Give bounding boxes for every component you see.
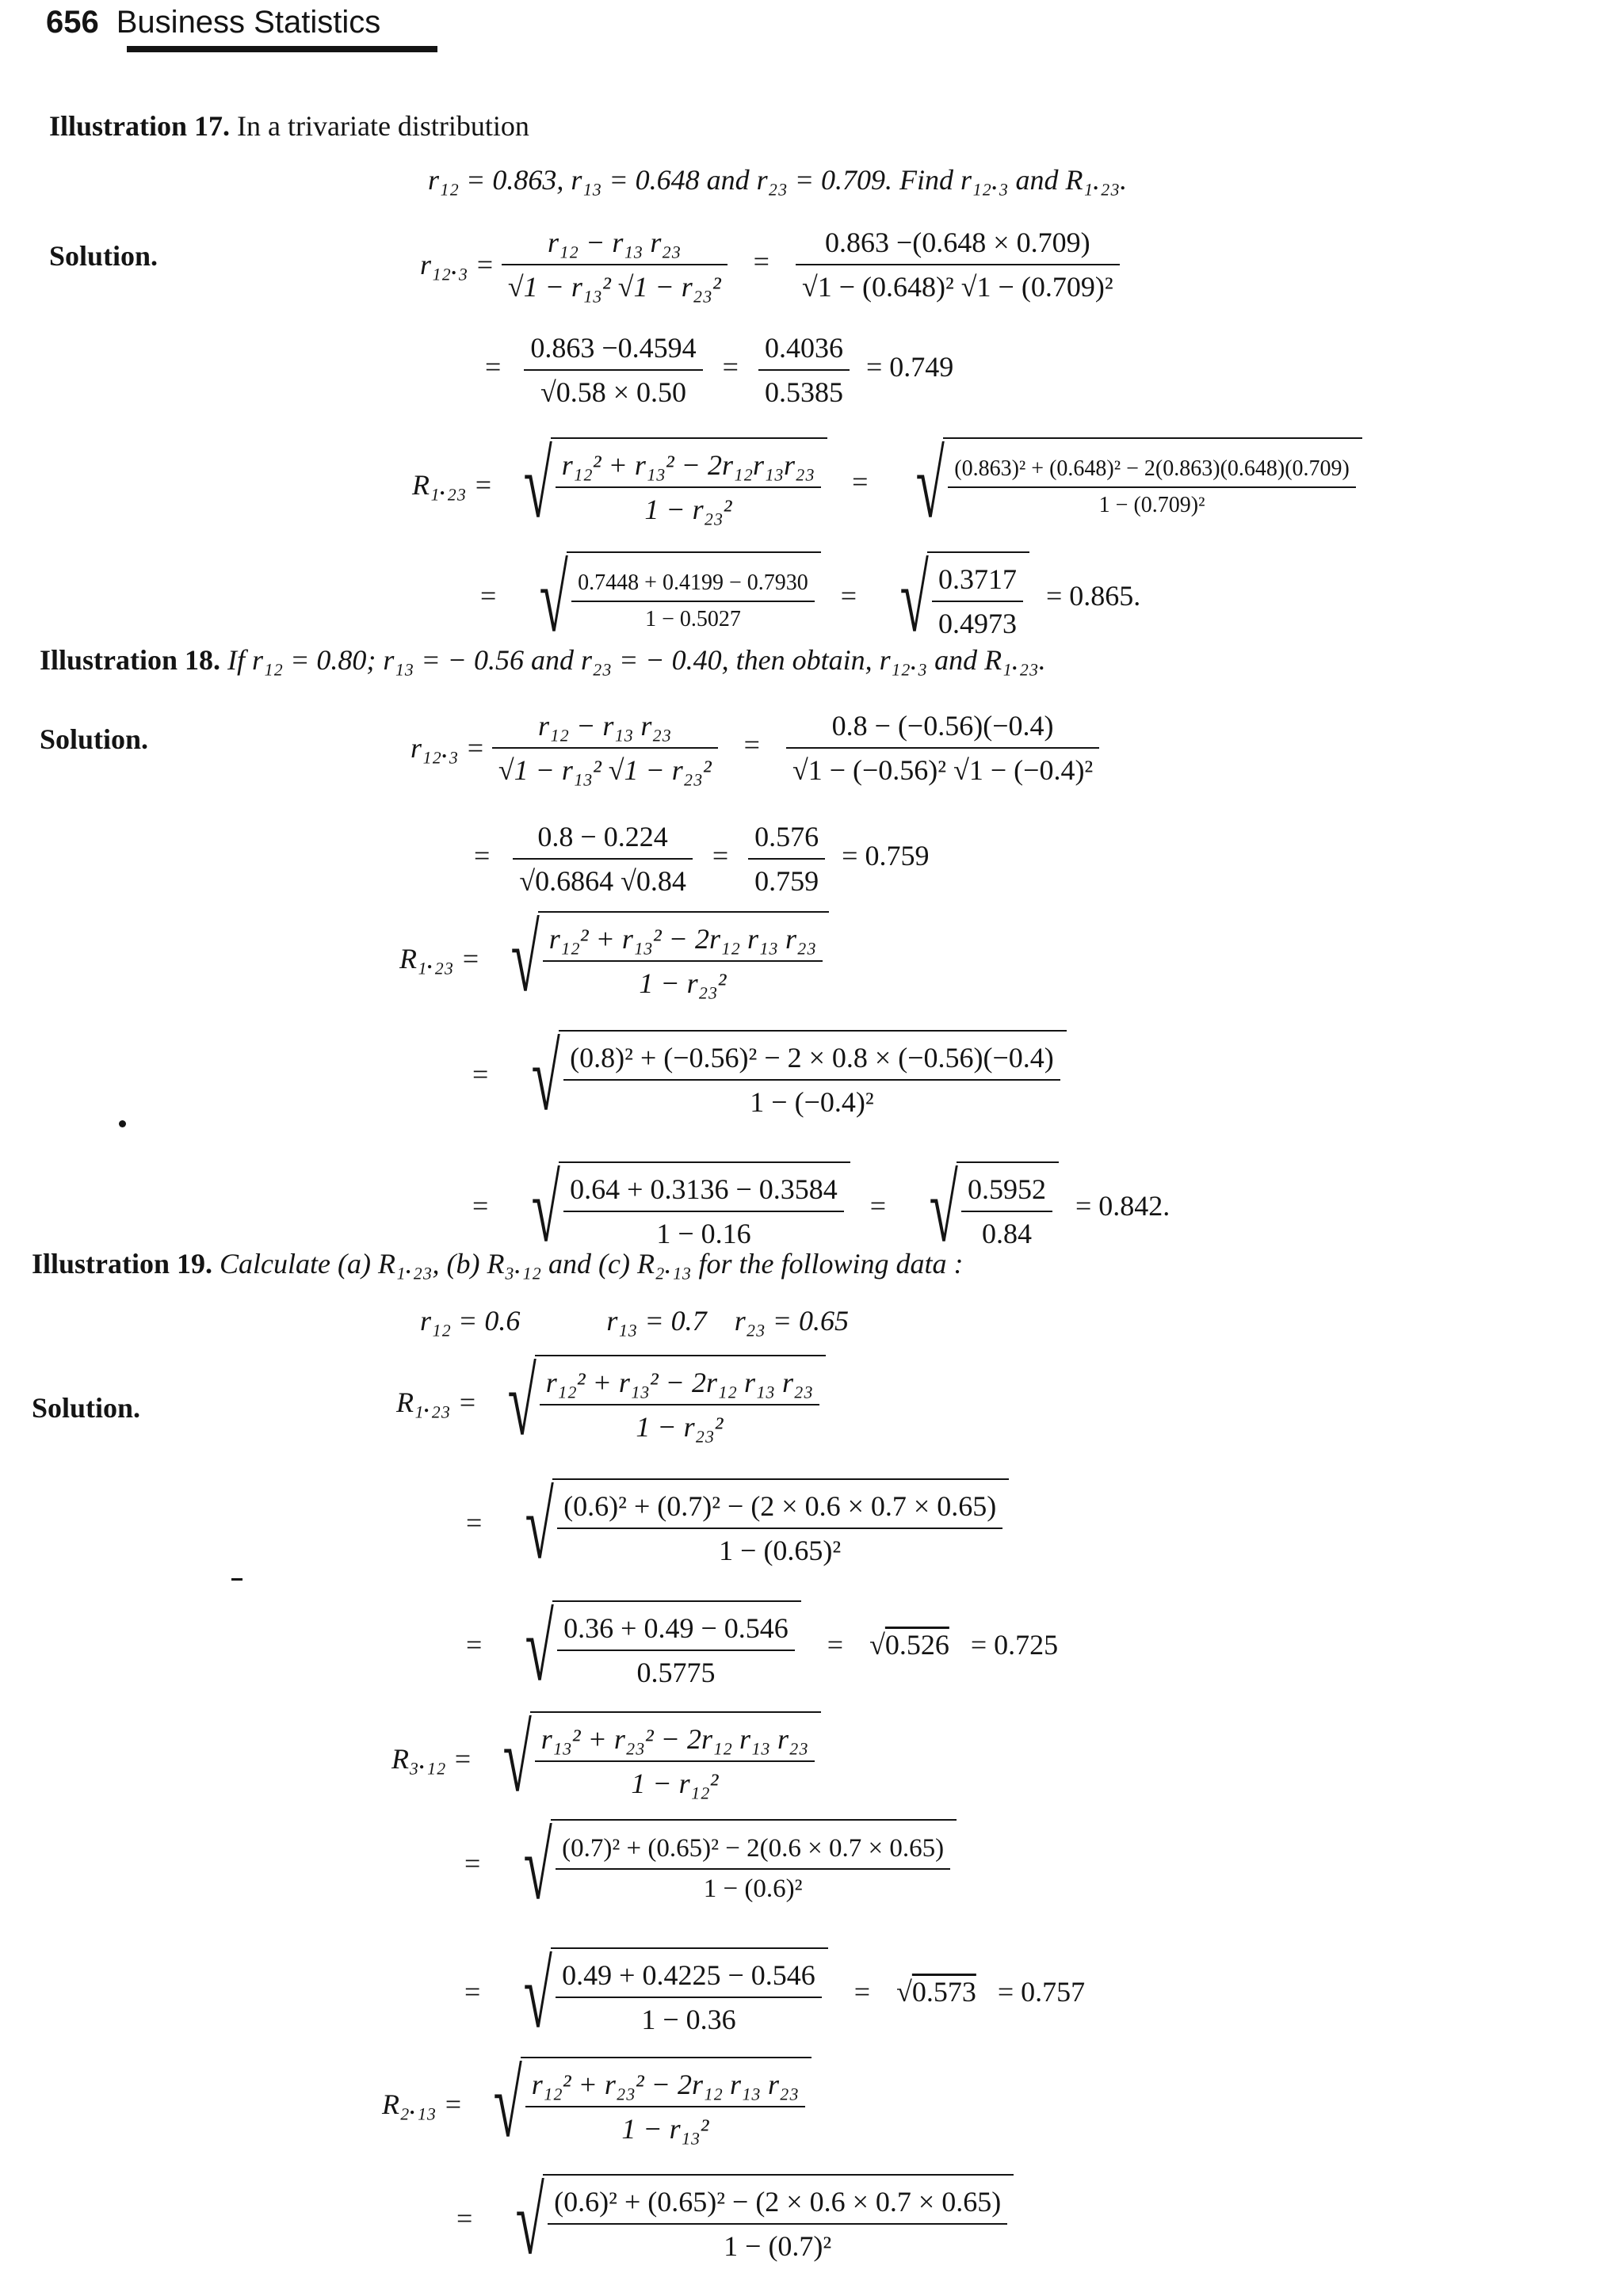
ill17-R123-step: [571, 570, 815, 632]
ill17-R123-formula: [412, 432, 1362, 537]
ill19-R213-fraction: [525, 2068, 805, 2145]
ill17-R123-steps: [480, 546, 1141, 651]
ill18-r123-reduced: [748, 820, 825, 898]
ill19-R312-sub-numerator: (0.7)² + (0.65)² − 2(0.6 × 0.7 × 0.65): [562, 1834, 945, 1863]
ill19-R213-sub-denominator: 1 − (0.7)²: [548, 2223, 1007, 2263]
illustration-19-solution-label: Solution.: [32, 1392, 141, 1424]
ill17-equals: =: [753, 246, 769, 278]
illustration-19-heading: [32, 1247, 964, 1280]
ill19-R123-substituted-line: [466, 1473, 1009, 1578]
ill18-equals: =: [472, 1190, 489, 1222]
ill19-R312-numerator: r₁₃² + r₂₃² − 2r₁₂ r₁₃ r₂₃: [540, 1723, 809, 1755]
ill18-R123-reduced-root: [906, 1156, 1059, 1261]
ill19-R123-sub-root: [502, 1473, 1009, 1578]
root-sign: √: [929, 1156, 958, 1261]
ill19-R312-root: [479, 1706, 821, 1811]
ill18-r123-steps: [474, 820, 929, 898]
ill19-R123-root: [484, 1349, 826, 1455]
ill19-R213-denominator: 1 − r₁₃²: [525, 2106, 805, 2145]
ill18-r123-fraction: [492, 709, 718, 787]
ill18-R123-substituted-line: [472, 1024, 1067, 1130]
ill17-r123-step-denominator: √0.58 × 0.50: [524, 369, 702, 409]
ill19-R312-step-root: [500, 1942, 827, 2047]
ill18-R123-substituted: [563, 1041, 1060, 1119]
ill18-R123-fraction: [543, 922, 823, 1000]
ill19-R312-result: = 0.757: [997, 1976, 1086, 2008]
ill17-R123-result: = 0.865.: [1045, 580, 1141, 612]
illustration-17-given: r₁₂ = 0.863, r₁₃ = 0.648 and r₂₃ = 0.709. Find r₁₂.₃ and R₁.₂₃.: [428, 164, 1128, 196]
ill19-R312-substituted: [556, 1834, 950, 1904]
ill18-R123-step: [563, 1173, 844, 1250]
ill19-equals: =: [827, 1629, 844, 1661]
ill17-r123-steps: [485, 331, 953, 409]
ill19-R312-lhs: R₃.₁₂ =: [391, 1743, 472, 1775]
root-sign: √: [896, 1976, 912, 2008]
ill18-R123-step-numerator: 0.64 + 0.3136 − 0.3584: [570, 1173, 838, 1205]
ill19-R123-sub-numerator: (0.6)² + (0.7)² − (2 × 0.6 × 0.7 × 0.65): [563, 1490, 997, 1522]
ill17-equals: =: [840, 580, 857, 612]
ill17-R123-sub-numerator: (0.863)² + (0.648)² − 2(0.863)(0.648)(0.709): [954, 456, 1350, 481]
ill19-R312-formula: [391, 1706, 821, 1811]
ill18-r123-reduced-numerator: 0.576: [754, 821, 819, 852]
ill19-R213-sub-numerator: (0.6)² + (0.65)² − (2 × 0.6 × 0.7 × 0.65): [554, 2186, 1002, 2218]
ill17-equals: =: [852, 466, 869, 498]
root-sign: √: [899, 546, 929, 651]
root-sign: √: [531, 1156, 561, 1261]
ill17-R123-numerator: r₁₂² + r₁₃² − 2r₁₂r₁₃r₂₃: [561, 449, 815, 481]
root-sign: √: [502, 1706, 532, 1811]
ill17-equals: =: [485, 351, 502, 383]
ill19-R213-substituted: [548, 2185, 1007, 2263]
ill17-R123-lhs: R₁.₂₃ =: [412, 469, 493, 501]
stray-mark: [231, 1578, 242, 1581]
ill17-R123-sub-root: [892, 432, 1361, 537]
ill17-r123-result: = 0.749: [865, 351, 954, 383]
ill18-r123-step-denominator: √0.6864 √0.84: [513, 858, 693, 898]
ill19-R123-denominator: 1 − r₂₃²: [540, 1404, 819, 1444]
ill19-given-values: [420, 1304, 849, 1337]
ill18-R123-sub-root: [508, 1024, 1066, 1130]
ill19-R312-sqrt-value: [896, 1975, 976, 2008]
ill18-r123-substituted: [786, 709, 1099, 787]
ill19-R312-fraction: [535, 1722, 815, 1800]
root-sign: √: [531, 1024, 561, 1130]
illustration-17-intro: In a trivariate distribution: [237, 110, 529, 142]
ill17-r123-substituted: [796, 226, 1120, 303]
page-header: [46, 5, 380, 40]
ill18-r123-sub-numerator: 0.8 − (−0.56)(−0.4): [831, 710, 1054, 742]
ill17-r123-denominator: √1 − r₁₃² √1 − r₂₃²: [502, 264, 727, 303]
root-sign: √: [869, 1629, 885, 1661]
illustration-17-heading: [49, 109, 529, 143]
ill19-R213-lhs: R₂.₁₃ =: [382, 2088, 463, 2120]
ill17-r123-step: [524, 331, 702, 409]
ill19-R213-sub-root: [492, 2168, 1014, 2274]
ill17-r123-reduced-denominator: 0.5385: [758, 369, 850, 409]
ill18-R123-reduced: [961, 1173, 1052, 1250]
ill19-R312-step: [556, 1958, 822, 2036]
ill19-R123-step-numerator: 0.36 + 0.49 − 0.546: [563, 1612, 789, 1644]
ill17-R123-reduced-denominator: 0.4973: [932, 601, 1023, 640]
header-rule: [127, 46, 437, 52]
ill17-R123-reduced-numerator: 0.3717: [938, 563, 1017, 595]
ill18-r123-step: [513, 820, 693, 898]
illustration-18-label: Illustration 18.: [40, 644, 221, 676]
ill18-R123-numerator: r₁₂² + r₁₃² − 2r₁₂ r₁₃ r₂₃: [548, 923, 817, 955]
ill18-equals: =: [743, 729, 760, 761]
ill18-r123-lhs: r₁₂.₃ =: [411, 732, 485, 764]
ill17-R123-step-denominator: 1 − 0.5027: [571, 601, 815, 632]
ill17-r123-sub-numerator: 0.863 −(0.648 × 0.709): [824, 227, 1090, 258]
ill19-R312-step-numerator: 0.49 + 0.4225 − 0.546: [562, 1959, 815, 1991]
ill19-R213-root: [470, 2051, 812, 2157]
ill18-equals: =: [472, 1058, 489, 1091]
ill19-given-r12: r₁₂ = 0.6: [420, 1305, 521, 1337]
root-sign: √: [523, 1942, 553, 2047]
ill18-R123-lhs: R₁.₂₃ =: [399, 943, 480, 974]
ill17-R123-fraction: [556, 448, 821, 526]
illustration-17-label: Illustration 17.: [49, 110, 231, 142]
stray-dot: [119, 1120, 126, 1127]
ill17-r123-formula: [420, 226, 1120, 303]
ill19-R123-steps: [466, 1595, 1059, 1700]
root-sign: √: [523, 432, 552, 537]
illustration-17-solution-label: Solution.: [49, 240, 158, 272]
ill19-R312-steps: [464, 1942, 1086, 2047]
illustration-18-heading: [40, 643, 1046, 677]
ill18-R123-result: = 0.842.: [1075, 1190, 1170, 1222]
ill17-r123-step-numerator: 0.863 −0.4594: [530, 332, 697, 364]
ill19-R123-formula: [396, 1349, 826, 1455]
ill19-R213-formula: [382, 2051, 812, 2157]
ill17-R123-reduced-root: [876, 546, 1029, 651]
ill18-r123-step-numerator: 0.8 − 0.224: [537, 821, 668, 852]
ill18-R123-step-denominator: 1 − 0.16: [563, 1211, 844, 1250]
ill17-R123-substituted: [948, 456, 1356, 518]
ill18-r123-reduced-denominator: 0.759: [748, 858, 825, 898]
ill17-r123-reduced-numerator: 0.4036: [764, 332, 843, 364]
ill19-R312-sub-denominator: 1 − (0.6)²: [556, 1868, 950, 1904]
ill19-equals: =: [456, 2203, 473, 2235]
ill17-r123-lhs: r₁₂.₃ =: [420, 249, 495, 280]
book-title: Business Statistics: [116, 5, 381, 40]
ill19-R213-numerator: r₁₂² + r₂₃² − 2r₁₂ r₁₃ r₂₃: [531, 2069, 800, 2100]
illustration-18-text: If r₁₂ = 0.80; r₁₃ = − 0.56 and r₂₃ = − 0.40, then obtain, r₁₂.₃ and R₁.₂₃.: [227, 644, 1046, 676]
ill17-equals: =: [722, 351, 739, 383]
ill17-R123-step-root: [516, 546, 820, 651]
ill18-equals: =: [474, 840, 491, 872]
ill19-R123-numerator: r₁₂² + r₁₃² − 2r₁₂ r₁₃ r₂₃: [545, 1367, 814, 1398]
ill17-r123-fraction: [502, 226, 727, 303]
ill19-R312-sqrt-arg: 0.573: [911, 1976, 976, 2008]
ill19-R123-step-denominator: 0.5775: [557, 1650, 795, 1689]
ill18-R123-reduced-denominator: 0.84: [961, 1211, 1052, 1250]
ill18-R123-root: [487, 906, 829, 1011]
ill19-given-r13: r₁₃ = 0.7: [606, 1305, 707, 1337]
ill18-equals: =: [869, 1190, 887, 1222]
ill19-R123-sub-denominator: 1 − (0.65)²: [557, 1527, 1002, 1567]
root-sign: √: [539, 546, 569, 651]
ill19-R123-step: [557, 1611, 795, 1689]
ill18-r123-numerator: r₁₂ − r₁₃ r₂₃: [538, 710, 672, 742]
page-number: 656: [46, 5, 99, 40]
ill19-R123-fraction: [540, 1366, 819, 1444]
ill19-equals: =: [464, 1848, 481, 1880]
ill18-R123-formula: [399, 906, 829, 1011]
ill17-r123-sub-denominator: √1 − (0.648)² √1 − (0.709)²: [796, 264, 1120, 303]
ill19-R312-substituted-line: [464, 1814, 957, 1919]
ill19-equals: =: [464, 1976, 481, 2008]
ill19-R312-sub-root: [500, 1814, 957, 1919]
ill17-R123-root: [500, 432, 827, 537]
ill19-R312-step-denominator: 1 − 0.36: [556, 1997, 822, 2036]
ill19-R123-lhs: R₁.₂₃ =: [396, 1386, 477, 1418]
root-sign: √: [916, 432, 945, 537]
ill18-r123-denominator: √1 − r₁₃² √1 − r₂₃²: [492, 747, 718, 787]
illustration-19-label: Illustration 19.: [32, 1248, 213, 1280]
ill19-given-r23: r₂₃ = 0.65: [734, 1305, 850, 1337]
ill19-equals: =: [466, 1507, 483, 1539]
ill17-r123-numerator: r₁₂ − r₁₃ r₂₃: [548, 227, 682, 258]
root-sign: √: [523, 1814, 553, 1919]
ill18-R123-denominator: 1 − r₂₃²: [543, 960, 823, 1000]
root-sign: √: [525, 1595, 555, 1700]
ill18-R123-reduced-numerator: 0.5952: [967, 1173, 1046, 1205]
ill19-equals: =: [854, 1976, 871, 2008]
ill19-R123-sqrt-value: [869, 1628, 949, 1661]
ill18-R123-sub-numerator: (0.8)² + (−0.56)² − 2 × 0.8 × (−0.56)(−0.4): [570, 1042, 1054, 1074]
root-sign: √: [507, 1349, 537, 1455]
ill19-R312-denominator: 1 − r₁₂²: [535, 1760, 815, 1800]
ill17-R123-sub-denominator: 1 − (0.709)²: [948, 486, 1356, 518]
ill18-r123-result: = 0.759: [842, 840, 930, 872]
ill18-R123-sub-denominator: 1 − (−0.4)²: [563, 1079, 1060, 1119]
ill17-R123-reduced: [932, 563, 1023, 640]
ill19-R123-sqrt-arg: 0.526: [884, 1629, 949, 1661]
ill17-r123-reduced: [758, 331, 850, 409]
ill18-r123-sub-denominator: √1 − (−0.56)² √1 − (−0.4)²: [786, 747, 1099, 787]
illustration-19-text: Calculate (a) R₁.₂₃, (b) R₃.₁₂ and (c) R₂.₁₃ for the following data :: [220, 1248, 964, 1280]
ill18-R123-step-root: [508, 1156, 850, 1261]
root-sign: √: [493, 2051, 522, 2157]
ill19-R123-substituted: [557, 1489, 1002, 1567]
root-sign: √: [510, 906, 540, 1011]
ill18-r123-formula: [411, 709, 1099, 787]
ill18-equals: =: [712, 840, 729, 872]
ill19-equals: =: [466, 1629, 483, 1661]
root-sign: √: [515, 2168, 545, 2274]
ill17-R123-denominator: 1 − r₂₃²: [556, 486, 821, 526]
ill19-R123-result: = 0.725: [970, 1629, 1059, 1661]
illustration-18-solution-label: Solution.: [40, 723, 149, 755]
ill19-R123-step-root: [502, 1595, 800, 1700]
ill17-R123-step-numerator: 0.7448 + 0.4199 − 0.7930: [578, 570, 808, 595]
ill19-R213-substituted-line: [456, 2168, 1014, 2274]
root-sign: √: [525, 1473, 555, 1578]
ill18-R123-steps: [472, 1156, 1170, 1261]
ill17-equals: =: [480, 580, 497, 612]
